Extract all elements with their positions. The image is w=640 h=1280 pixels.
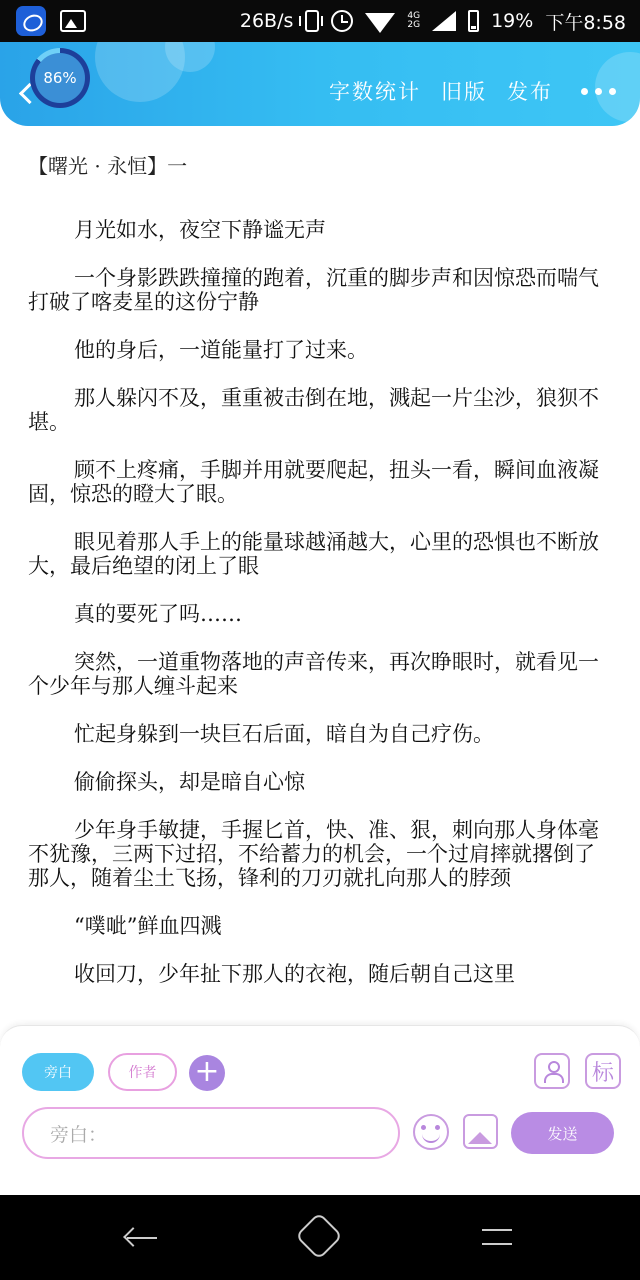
nav-switch-icon[interactable] bbox=[482, 1221, 514, 1253]
battery-icon bbox=[468, 10, 479, 32]
network-type bbox=[407, 12, 420, 30]
narrator-role-button[interactable]: 旁白 bbox=[22, 1053, 94, 1091]
more-options-icon[interactable] bbox=[581, 88, 616, 95]
send-button[interactable]: 发送 bbox=[511, 1112, 614, 1154]
word-count-button[interactable]: 字数统计 bbox=[329, 80, 421, 104]
app-header bbox=[0, 42, 640, 126]
emoji-icon[interactable] bbox=[413, 1114, 449, 1150]
chapter-title: 【曙光 · 永恒】一 bbox=[28, 154, 188, 178]
paragraph: 突然，一道重物落地的声音传来，再次睁眼时，就看见一个少年与那人缠斗起来 bbox=[28, 650, 599, 698]
network-type-top: 4G bbox=[407, 11, 421, 21]
nav-back-icon[interactable] bbox=[124, 1223, 160, 1253]
nav-home-icon[interactable] bbox=[295, 1212, 343, 1260]
network-type-bottom: 2G bbox=[407, 20, 421, 30]
image-icon[interactable] bbox=[463, 1114, 498, 1149]
tag-button[interactable]: 标 bbox=[585, 1053, 621, 1089]
paragraph: 那人躲闪不及，重重被击倒在地，溅起一片尘沙，狼狈不堪。 bbox=[28, 386, 599, 434]
paragraph: 收回刀，少年扯下那人的衣袍，随后朝自己这里 bbox=[74, 962, 515, 986]
signal-icon bbox=[432, 11, 456, 31]
compose-panel bbox=[0, 1025, 640, 1196]
paragraph: “噗呲”鲜血四溅 bbox=[74, 914, 222, 938]
publish-button[interactable]: 发布 bbox=[507, 80, 553, 104]
progress-ring bbox=[30, 48, 90, 108]
app-notification-icon bbox=[16, 6, 46, 36]
gallery-notification-icon bbox=[60, 10, 86, 32]
paragraph: 真的要死了吗…… bbox=[74, 602, 242, 626]
vibrate-icon bbox=[305, 10, 319, 32]
wifi-icon bbox=[365, 13, 395, 33]
net-speed: 26B/s bbox=[239, 10, 294, 32]
paragraph: 他的身后，一道能量打了过来。 bbox=[74, 338, 368, 362]
paragraph: 顾不上疼痛，手脚并用就要爬起，扭头一看，瞬间血液凝固，惊恐的瞪大了眼。 bbox=[28, 458, 599, 506]
paragraph: 少年身手敏捷，手握匕首，快、准、狠，刺向那人身体毫不犹豫，三两下过招，不给蓄力的机会，一个过肩摔就撂倒了那人，随着尘土飞扬，锋利的刀刃就扎向那人的脖颈 bbox=[28, 818, 599, 890]
paragraph: 眼见着那人手上的能量球越涌越大，心里的恐惧也不断放大，最后绝望的闭上了眼 bbox=[28, 530, 599, 578]
clock: 下午8:58 bbox=[545, 11, 626, 34]
system-nav-bar bbox=[0, 1195, 640, 1280]
paragraph: 月光如水，夜空下静谧无声 bbox=[74, 218, 326, 242]
character-icon[interactable] bbox=[534, 1053, 570, 1089]
editor-content[interactable] bbox=[0, 126, 640, 1026]
old-version-button[interactable]: 旧版 bbox=[441, 80, 487, 104]
story-body bbox=[28, 218, 612, 1010]
alarm-icon bbox=[331, 10, 353, 32]
author-role-button[interactable]: 作者 bbox=[108, 1053, 177, 1091]
status-bar bbox=[0, 0, 640, 42]
add-role-button[interactable]: + bbox=[189, 1055, 225, 1091]
paragraph: 偷偷探头，却是暗自心惊 bbox=[74, 770, 305, 794]
paragraph: 忙起身躲到一块巨石后面，暗自为自己疗伤。 bbox=[74, 722, 494, 746]
battery-percent: 19% bbox=[491, 10, 534, 32]
progress-percent: 86% bbox=[35, 53, 85, 103]
paragraph: 一个身影跌跌撞撞的跑着，沉重的脚步声和因惊恐而喘气打破了喀麦星的这份宁静 bbox=[28, 266, 599, 314]
message-input[interactable]: 旁白： bbox=[22, 1107, 400, 1159]
